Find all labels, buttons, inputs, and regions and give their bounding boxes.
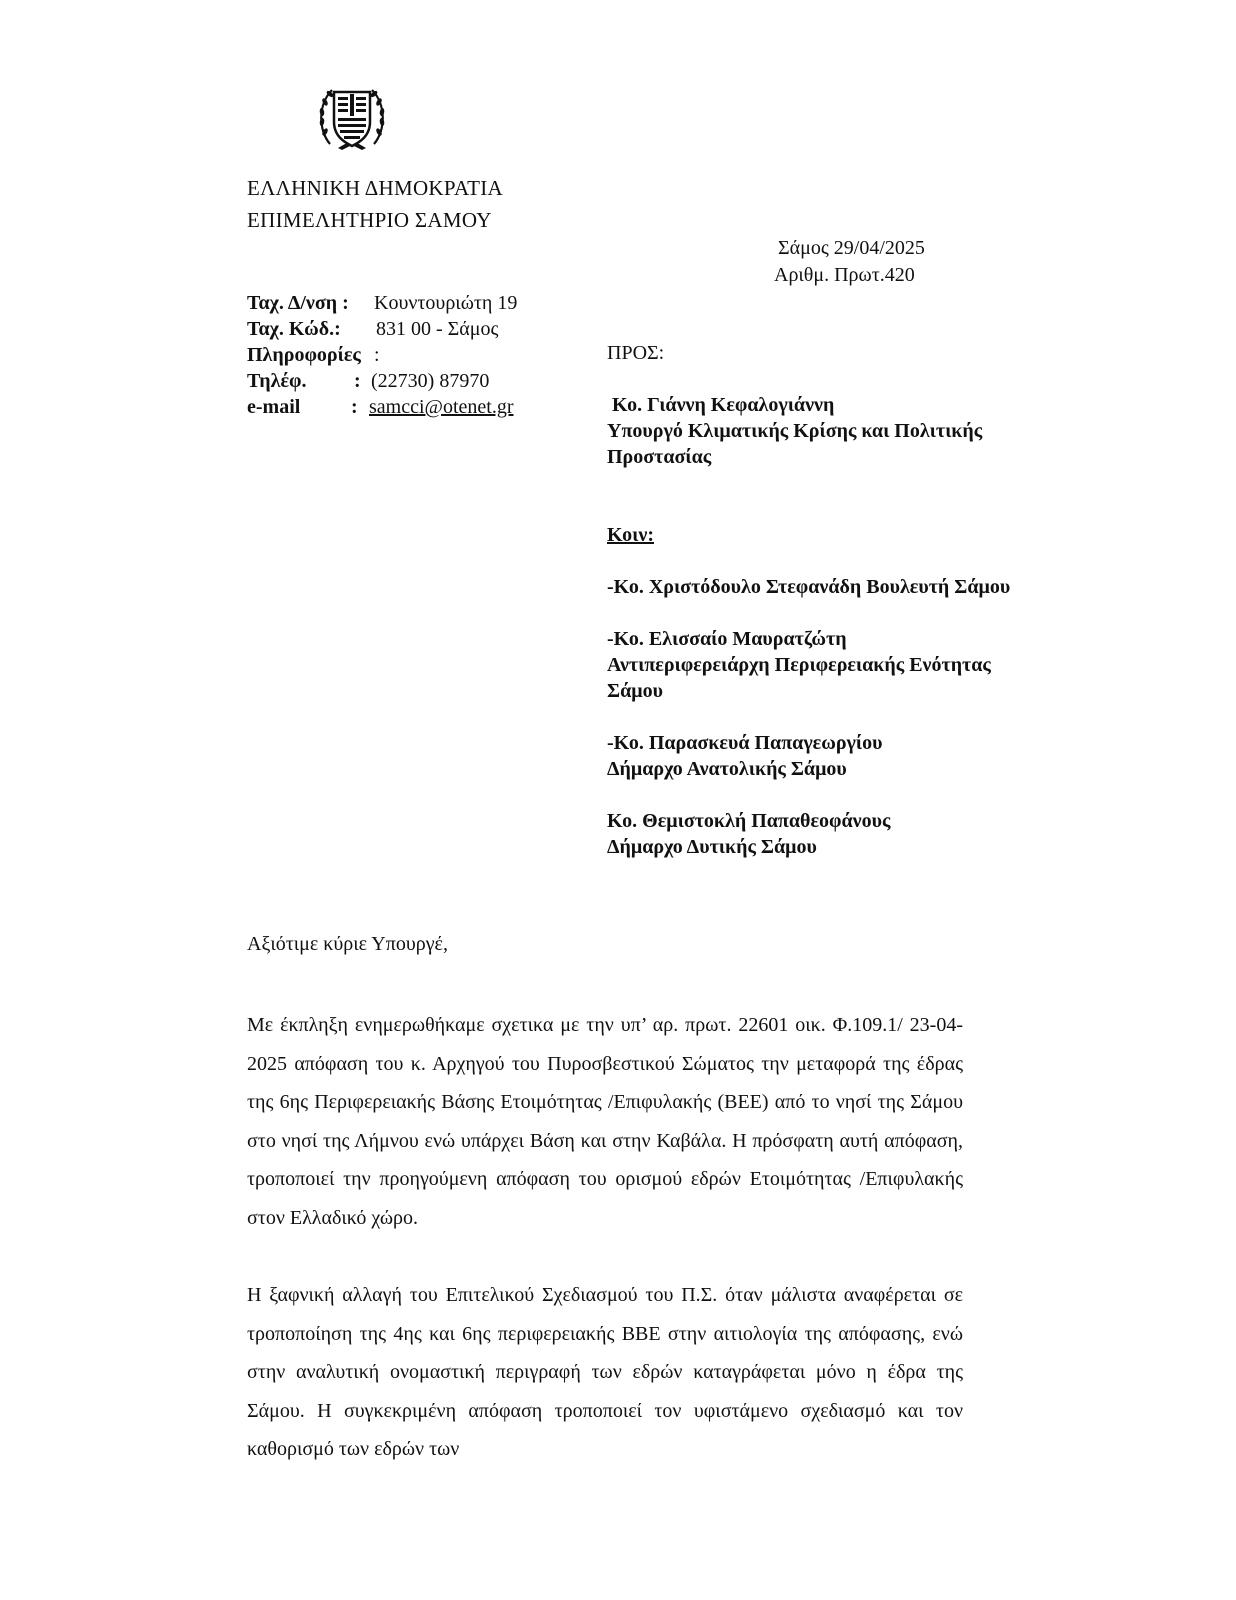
cc-line: Κο. Θεμιστοκλή Παπαθεοφάνους — [607, 810, 891, 832]
cc-line: -Κο. Παρασκευά Παπαγεωργίου — [607, 732, 883, 754]
cc-line: Δήμαρχο Δυτικής Σάμου — [607, 836, 817, 858]
info-label: Πληροφορίες — [247, 344, 361, 366]
address-label: Ταχ. Δ/νση : — [247, 292, 349, 314]
postcode-value: 831 00 - Σάμος — [376, 318, 499, 340]
address-value: Κουντουριώτη 19 — [374, 292, 518, 314]
recipient-line: Προστασίας — [607, 446, 712, 468]
recipients-block — [607, 340, 1077, 860]
body-paragraph-2: Η ξαφνική αλλαγή του Επιτελικού Σχεδιασμού του Π.Σ. όταν μάλιστα αναφέρεται σε τροποποίηση της 4ης και 6ης περιφερειακής ΒΒΕ στην αιτιολογία της απόφασης, ενώ στην αναλυτική ονομαστική περιγραφή των εδρών καταγράφεται μόνο η έδρα της Σάμου. Η συγκεκριμένη απόφαση τροποποιεί τον υφιστάμενο σχεδιασμό και τον καθορισμό των εδρών των — [247, 1284, 963, 1460]
info-suffix: : — [374, 344, 380, 366]
salutation: Αξιότιμε κύριε Υπουργέ, — [247, 933, 448, 955]
cc-recipient — [607, 808, 1077, 860]
org-name-line2: ΕΠΙΜΕΛΗΤΗΡΙΟ ΣΑΜΟΥ — [247, 208, 492, 232]
body-paragraph-1: Με έκπληξη ενημερωθήκαμε σχετικα με την υπ’ αρ. πρωτ. 22601 οικ. Φ.109.1/ 23-04-2025 απόφαση του κ. Αρχηγού του Πυροσβεστικού Σώματος την μεταφορά της έδρας της 6ης Περιφερειακής Βάσης Ετοιμότητας /Επιφυλακής (ΒΕΕ) από το νησί της Σάμου στο νησί της Λήμνου ενώ υπάρχει Βάση και στην Καβάλα. Η πρόσφατη αυτή απόφαση, τροποποιεί την προηγούμενη απόφαση του ορισμού εδρών Ετοιμότητας /Επιφυλακής στον Ελλαδικό χώρο. — [247, 1014, 963, 1229]
cc-recipient — [607, 730, 1077, 782]
recipient-line: Κο. Γιάννη Κεφαλογιάννη — [607, 394, 835, 416]
protocol-number: Αριθμ. Πρωτ.420 — [774, 264, 915, 286]
cc-line: Σάμου — [607, 680, 663, 702]
org-name-line1: ΕΛΛΗΝΙΚΗ ΔΗΜΟΚΡΑΤΙΑ — [247, 176, 504, 200]
email-label: e-mail — [247, 396, 301, 418]
phone-separator: : — [354, 370, 361, 392]
letter-date: Σάμος 29/04/2025 — [778, 237, 925, 259]
cc-line: -Κο. Χριστόδουλο Στεφανάδη Βουλευτή Σάμου — [607, 576, 1011, 598]
greek-coat-of-arms-icon — [316, 78, 388, 154]
recipient-line: Υπουργό Κλιματικής Κρίσης και Πολιτικής — [607, 420, 983, 442]
cc-recipient — [607, 626, 1077, 704]
cc-label: Κοιν: — [607, 524, 654, 546]
to-label: ΠΡΟΣ: — [607, 342, 665, 364]
email-separator: : — [351, 396, 358, 418]
phone-value: (22730) 87970 — [371, 370, 490, 392]
cc-line: -Κο. Ελισσαίο Μαυρατζώτη — [607, 628, 847, 650]
main-recipient — [607, 392, 1077, 470]
cc-line: Δήμαρχο Ανατολικής Σάμου — [607, 758, 847, 780]
postcode-label: Ταχ. Κώδ.: — [247, 318, 341, 340]
email-link[interactable]: samcci@otenet.gr — [369, 396, 514, 418]
cc-line: Αντιπεριφερειάρχη Περιφερειακής Ενότητας — [607, 654, 991, 676]
cc-recipient — [607, 574, 1077, 600]
phone-label: Τηλέφ. — [247, 370, 307, 392]
